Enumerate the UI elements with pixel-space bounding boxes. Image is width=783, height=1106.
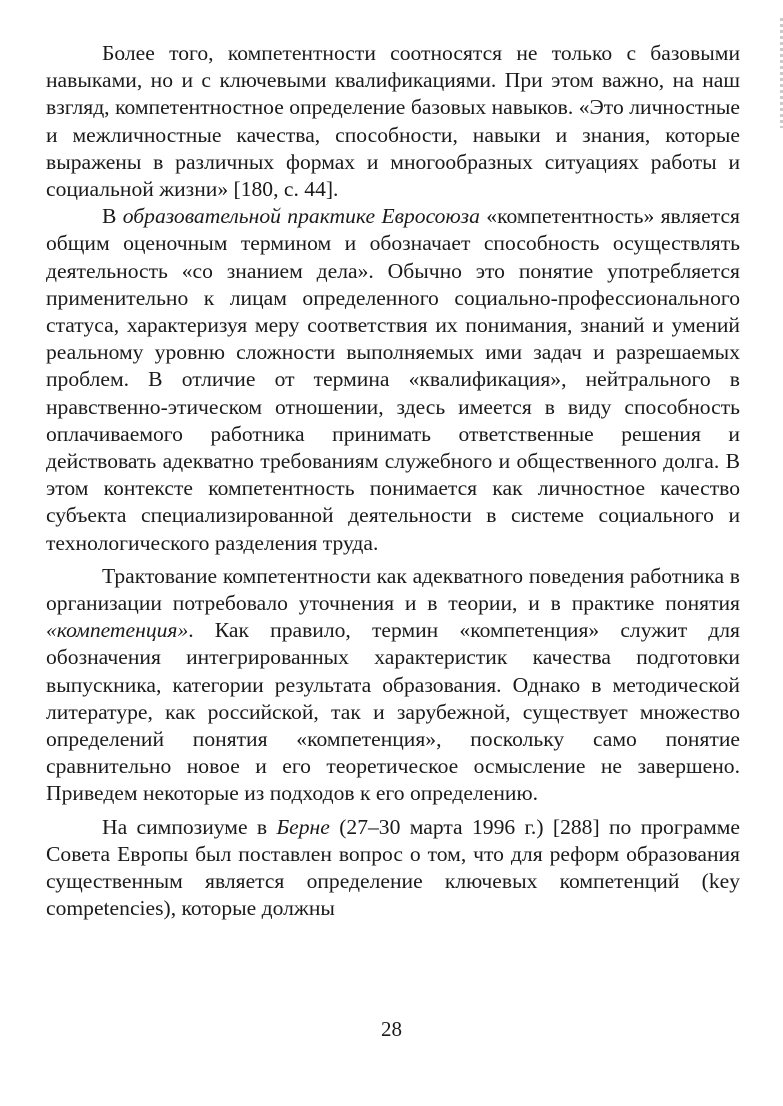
page-body bbox=[46, 40, 740, 923]
paragraph-4-emphasis: Берне bbox=[276, 814, 330, 839]
paragraph-2-text-start: В bbox=[102, 204, 123, 229]
paragraph-2 bbox=[46, 203, 740, 557]
paragraph-1-text: Более того, компетентности соотносятся не только с базовыми навыками, но и с ключевыми квалификациями. При этом важно, на наш взгляд, компетентностное определение базовых навыков. «Это личностные и межличностные качества, способности, навыки и знания, которые выражены в различных формах и многообразных ситуациях работы и социальной жизни» [180, с. 44]. bbox=[46, 41, 740, 202]
paragraph-3-text-start: Трактование компетентности как адекватного поведения работника в организации потребовало уточнения и в теории, и в практике понятия bbox=[46, 563, 740, 616]
paragraph-3-emphasis: «компетенция» bbox=[46, 618, 189, 643]
paragraph-4-text-end: (27–30 марта 1996 г.) [288] по программе Совета Европы был поставлен вопрос о том, что для реформ образования существенным является определение ключевых компетенций (key competencies), которые должны bbox=[46, 814, 740, 921]
paragraph-3-text-end: . Как правило, термин «компетенция» служит для обозначения интегрированных характеристик качества подготовки выпускника, категории результата образования. Однако в методической литературе, как российской, так и зарубежной, существует множество определений понятия «компетенция», поскольку само понятие сравнительно новое и его теоретическое осмысление не завершено. Приведем некоторые из подходов к его определению. bbox=[46, 618, 740, 806]
paragraph-2-text-end: «компетентность» является общим оценочным термином и обозначает способность осуществлять деятельность «со знанием дела». Обычно это понятие употребляется применительно к лицам определенного социально-профессионального статуса, характеризуя меру соответствия их понимания, знаний и умений реальному уровню сложности выполняемых ими задач и разрешаемых проблем. В отличие от термина «квалификация», нейтрального в нравственно-этическом отношении, здесь имеется в виду способность оплачиваемого работника принимать ответственные решения и действовать адекватно требованиям служебного и общественного долга. В этом контексте компетентность понимается как личностное качество субъекта специализированной деятельности в системе социального и технологического разделения труда. bbox=[46, 204, 740, 555]
page-number: 28 bbox=[381, 1017, 402, 1041]
paragraph-3 bbox=[46, 563, 740, 808]
paragraph-4 bbox=[46, 814, 740, 923]
paragraph-4-text-start: На симпозиуме в bbox=[102, 814, 277, 839]
paragraph-1 bbox=[46, 40, 740, 203]
paragraph-2-emphasis: образовательной практике Евросоюза bbox=[122, 204, 480, 229]
